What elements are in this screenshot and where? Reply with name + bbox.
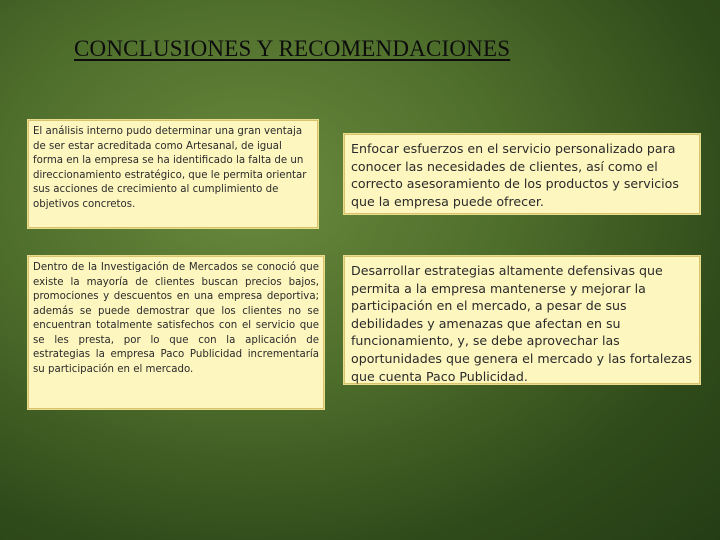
- conclusion-market-research-box: Dentro de la Investigación de Mercados se conoció que existe la mayoría de clientes buscan precios bajos, promociones y descuentos en una empresa deportiva; además se puede demostrar que los clientes no se encuentran totalmente satisfechos con el servicio que se les presta, por lo que con la aplicación de estrategias la empresa Paco Publicidad incrementaría su participación en el mercado.: [28, 256, 324, 409]
- slide-title: CONCLUSIONES Y RECOMENDACIONES: [74, 36, 511, 61]
- recommendation-defensive-strategies-box: Desarrollar estrategias altamente defensivas que permita a la empresa mantenerse y mejorar la participación en el mercado, a pesar de sus debilidades y amenazas que afectan en su funcionamiento, y, se debe aprovechar las oportunidades que genera el mercado y las fortalezas que cuenta Paco Publicidad.: [344, 256, 700, 384]
- conclusion-internal-analysis-box: El análisis interno pudo determinar una gran ventaja de ser estar acreditada como Artesanal, de igual forma en la empresa se ha identificado la falta de un direccionamiento estratégico, que le permita orientar sus acciones de crecimiento al cumplimiento de objetivos concretos.: [28, 120, 318, 228]
- recommendation-personalized-service-box: Enfocar esfuerzos en el servicio personalizado para conocer las necesidades de clientes, así como el correcto asesoramiento de los productos y servicios que la empresa puede ofrecer.: [344, 134, 700, 214]
